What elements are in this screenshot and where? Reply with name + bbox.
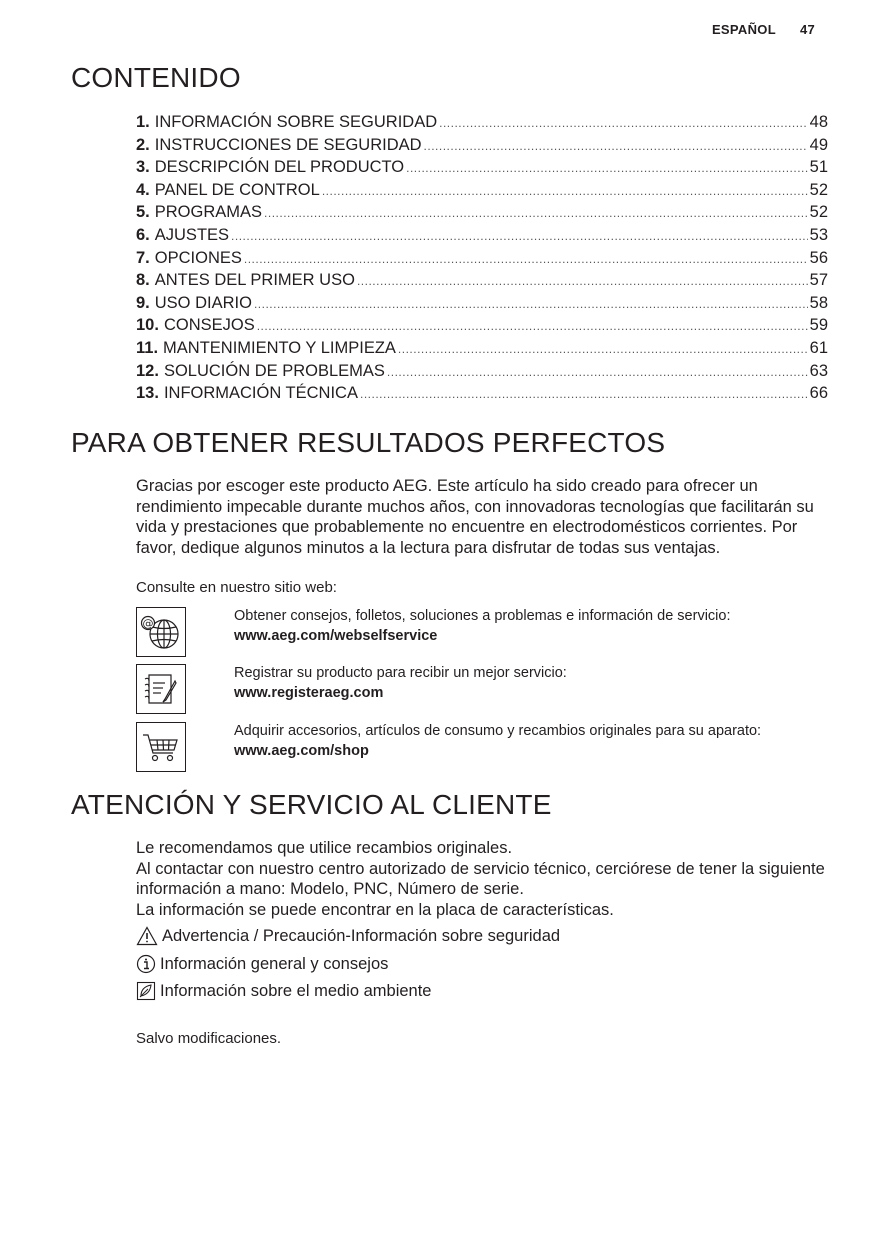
- toc-dot-leader: [322, 180, 808, 203]
- toc-item-number: 6.: [136, 225, 150, 244]
- toc-item-9[interactable]: [136, 292, 828, 315]
- perfect-results-paragraph: Gracias por escoger este producto AEG. Este artículo ha sido creado para ofrecer un rendimiento impecable durante muchos años, con innovadoras tecnologías que facilitarán su vida y prestaciones que probablemente no encuentre en electrodomésticos corrientes. Por favor, dedique algunos minutos a la lectura para disfrutar de todas sus ventajas.: [136, 477, 814, 558]
- register-form-icon: [136, 664, 186, 714]
- toc-item-title: OPCIONES: [154, 248, 242, 267]
- toc-item-5[interactable]: [136, 201, 828, 224]
- toc-dot-leader: [357, 270, 808, 293]
- shop-description: Adquirir accesorios, artículos de consumo y recambios originales para su aparato:: [234, 723, 762, 739]
- toc-item-page: 59: [809, 316, 828, 335]
- service-line-2: Al contactar con nuestro centro autorizado de servicio técnico, cerciórese de tener la siguiente información a mano: Modelo, PNC, Número de serie.: [136, 859, 825, 899]
- toc-dot-leader: [398, 338, 808, 361]
- toc-item-10[interactable]: [136, 314, 828, 337]
- toc-item-number: 3.: [136, 158, 150, 177]
- customer-service-text: [136, 838, 826, 921]
- globe-icon: [136, 607, 186, 657]
- toc-item-13[interactable]: [136, 382, 828, 405]
- register-description: Registrar su producto para recibir un mejor servicio:: [234, 665, 567, 681]
- toc-item-7[interactable]: [136, 247, 828, 270]
- register-link[interactable]: www.registeraeg.com: [234, 684, 384, 701]
- toc-item-number: 12.: [136, 361, 159, 380]
- toc-item-number: 4.: [136, 180, 150, 199]
- toc-item-number: 5.: [136, 203, 150, 222]
- toc-item-page: 58: [809, 293, 828, 312]
- symbol-info-row: [136, 954, 388, 974]
- toc-item-number: 8.: [136, 271, 150, 290]
- toc-dot-leader: [424, 135, 808, 158]
- toc-item-page: 52: [809, 180, 828, 199]
- toc-item-title: ANTES DEL PRIMER USO: [154, 271, 355, 290]
- warning-icon: [136, 926, 158, 946]
- header-language: ESPAÑOL: [711, 22, 776, 37]
- toc-item-page: 56: [809, 248, 828, 267]
- toc-item-1[interactable]: [136, 111, 828, 134]
- warning-label: Advertencia / Precaución-Información sobre seguridad: [162, 927, 561, 945]
- webselfservice-description: Obtener consejos, folletos, soluciones a problemas e información de servicio:: [234, 608, 731, 624]
- toc-item-number: 11.: [136, 338, 159, 357]
- toc-item-page: 52: [809, 203, 828, 222]
- toc-dot-leader: [387, 361, 808, 384]
- toc-item-title: CONSEJOS: [163, 316, 255, 335]
- toc-item-page: 66: [809, 384, 828, 403]
- toc-dot-leader: [244, 248, 808, 271]
- svg-text:@: @: [142, 617, 154, 630]
- toc-item-number: 7.: [136, 248, 150, 267]
- toc-item-11[interactable]: [136, 337, 828, 360]
- toc-dot-leader: [406, 157, 808, 180]
- toc-item-page: 61: [809, 338, 828, 357]
- toc-item-title: USO DIARIO: [154, 293, 252, 312]
- header-page-number: 47: [799, 22, 815, 37]
- table-of-contents: [136, 111, 828, 405]
- toc-item-title: INFORMACIÓN SOBRE SEGURIDAD: [154, 113, 438, 131]
- toc-item-number: 1.: [136, 113, 150, 131]
- link-description: [234, 664, 824, 703]
- webselfservice-link[interactable]: www.aeg.com/webselfservice: [234, 627, 438, 644]
- toc-item-title: AJUSTES: [154, 225, 230, 244]
- footer-note: Salvo modificaciones.: [136, 1030, 282, 1047]
- customer-service-title: ATENCIÓN Y SERVICIO AL CLIENTE: [71, 789, 552, 820]
- toc-dot-leader: [439, 112, 808, 135]
- service-line-3: La información se puede encontrar en la placa de características.: [136, 901, 614, 920]
- toc-dot-leader: [360, 383, 808, 406]
- toc-item-page: 48: [809, 113, 828, 131]
- toc-item-page: 53: [809, 225, 828, 244]
- shopping-cart-icon: [136, 722, 186, 772]
- toc-item-6[interactable]: [136, 224, 828, 247]
- toc-item-title: INSTRUCCIONES DE SEGURIDAD: [154, 135, 422, 154]
- toc-item-2[interactable]: [136, 134, 828, 157]
- toc-item-title: DESCRIPCIÓN DEL PRODUCTO: [154, 158, 405, 177]
- toc-item-page: 49: [809, 135, 828, 154]
- toc-item-title: SOLUCIÓN DE PROBLEMAS: [163, 361, 385, 380]
- toc-item-title: INFORMACIÓN TÉCNICA: [163, 384, 358, 403]
- toc-dot-leader: [254, 293, 808, 316]
- toc-item-number: 13.: [136, 384, 159, 403]
- toc-item-page: 51: [809, 158, 828, 177]
- info-label: Información general y consejos: [160, 955, 389, 973]
- toc-item-title: PANEL DE CONTROL: [154, 180, 320, 199]
- service-line-1: Le recomendamos que utilice recambios originales.: [136, 839, 513, 857]
- toc-dot-leader: [231, 225, 808, 248]
- perfect-results-title: PARA OBTENER RESULTADOS PERFECTOS: [71, 427, 666, 458]
- toc-item-number: 2.: [136, 135, 150, 154]
- contenido-title: CONTENIDO: [71, 62, 241, 93]
- toc-dot-leader: [257, 315, 808, 338]
- link-description: [234, 722, 824, 761]
- toc-dot-leader: [264, 202, 808, 225]
- symbol-environment-row: [136, 981, 431, 1001]
- link-description: [234, 607, 824, 646]
- shop-link[interactable]: www.aeg.com/shop: [234, 742, 369, 759]
- symbol-warning-row: [136, 926, 560, 946]
- toc-item-page: 57: [809, 271, 828, 290]
- toc-item-3[interactable]: [136, 156, 828, 179]
- toc-item-number: 10.: [136, 316, 159, 335]
- toc-item-12[interactable]: [136, 360, 828, 383]
- info-icon: [136, 954, 156, 974]
- toc-item-number: 9.: [136, 293, 150, 312]
- toc-item-page: 63: [809, 361, 828, 380]
- leaf-icon: [136, 981, 156, 1001]
- toc-item-title: MANTENIMIENTO Y LIMPIEZA: [163, 338, 396, 357]
- consult-website-text: Consulte en nuestro sitio web:: [136, 579, 337, 596]
- toc-item-4[interactable]: [136, 179, 828, 202]
- page-header: [712, 22, 815, 37]
- environment-label: Información sobre el medio ambiente: [160, 982, 432, 1000]
- toc-item-8[interactable]: [136, 269, 828, 292]
- toc-item-title: PROGRAMAS: [154, 203, 263, 222]
